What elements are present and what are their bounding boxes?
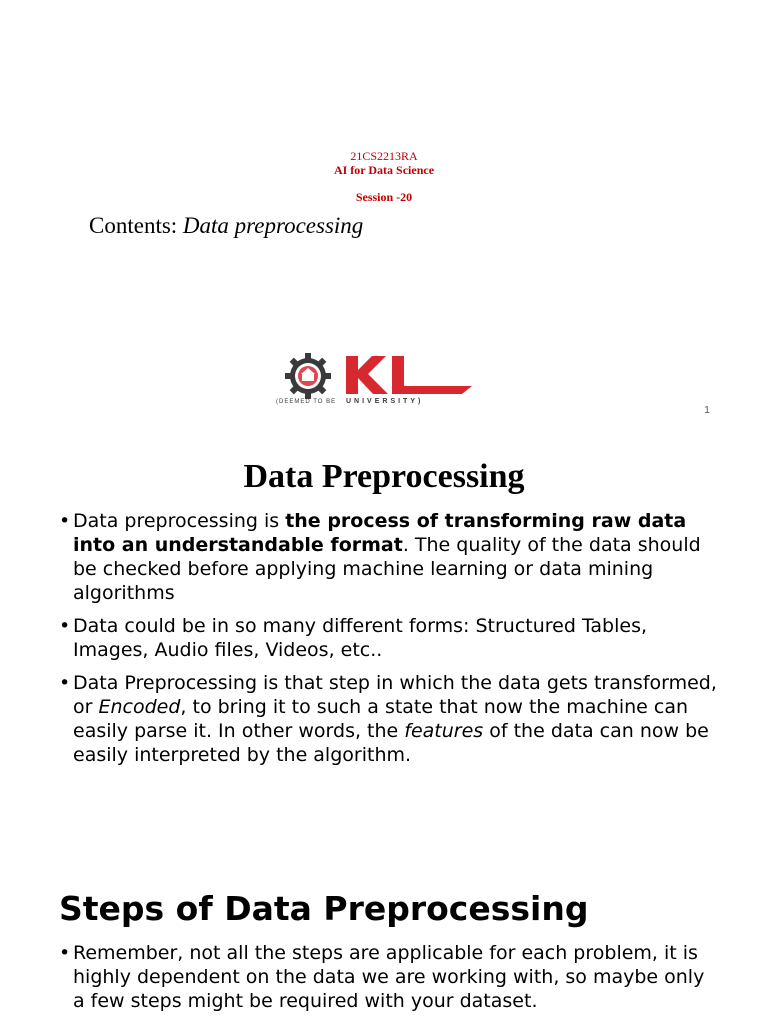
bullet-item [59, 509, 719, 605]
bullet-italic-text: features [404, 720, 484, 742]
bullet-text: , to bring it to such a state that now the machine can easily parse it. In other words, the [73, 696, 689, 742]
course-info [0, 149, 768, 204]
slide-title: Steps of Data Preprocessing [59, 889, 589, 928]
bullet-text: . The quality of the data should be checked before applying machine learning or data mining algorithms [73, 534, 701, 604]
page-number: 1 [704, 405, 710, 416]
title-slide [0, 0, 768, 430]
bullet-item [59, 671, 719, 767]
contents-topic: Data preprocessing [182, 213, 364, 238]
logo-subtext-left: (DEEMED TO BE [276, 399, 337, 405]
bullet-text: of the data can now be easily interpreted by the algorithm. [73, 720, 709, 766]
bullet-list [59, 509, 719, 776]
logo-subtext-right: UNIVERSITY) [346, 398, 424, 405]
bullet-text: Data Preprocessing is that step in which the data gets transformed, or [73, 672, 717, 718]
contents-line [89, 213, 363, 239]
bullet-text: Data preprocessing is [73, 510, 286, 532]
bullet-item [59, 941, 719, 1013]
bullet-text: Data could be in so many different forms: Structured Tables, Images, Audio files, Videos, etc.. [73, 615, 648, 661]
kl-university-logo [272, 350, 478, 408]
bullet-item [59, 614, 719, 662]
data-preprocessing-slide [0, 430, 768, 840]
contents-label: Contents: [89, 213, 183, 238]
kl-letters [346, 356, 472, 394]
session-label: Session -20 [355, 190, 413, 204]
bullet-bold-text: the process of transforming raw data into an understandable format [73, 510, 687, 556]
bullet-text: Remember, not all the steps are applicable for each problem, it is highly dependent on the data we are working with, so maybe only a few steps might be required with your dataset. [73, 942, 705, 1012]
steps-slide [0, 840, 768, 1024]
course-name: AI for Data Science [333, 163, 435, 177]
course-code: 21CS2213RA [350, 149, 418, 163]
slide-title: Data Preprocessing [243, 458, 525, 495]
bullet-italic-text: Encoded [98, 696, 181, 718]
bullet-list [59, 941, 719, 1022]
